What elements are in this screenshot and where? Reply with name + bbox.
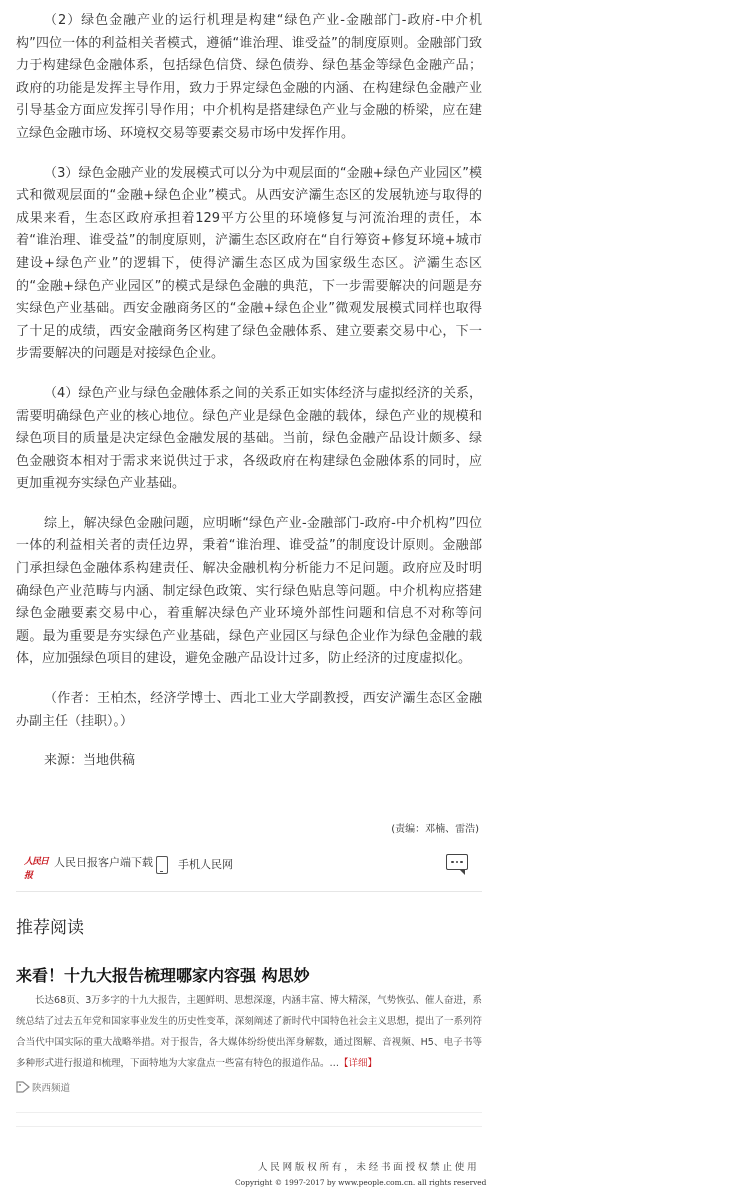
footer-rights: 人民网版权所有，未经书面授权禁止使用 xyxy=(258,1162,480,1173)
mobile-site-label: 手机人民网 xyxy=(178,858,233,871)
phone-icon xyxy=(156,856,168,874)
more-link[interactable]: 【详细】 xyxy=(339,1058,378,1069)
author-note: （作者：王柏杰，经济学博士、西北工业大学副教授，西安浐灞生态区金融办副主任（挂职）。） xyxy=(16,691,482,729)
article-paragraph: （2）绿色金融产业的运行机理是构建“绿色产业-金融部门-政府-中介机构”四位一体的利益相关者模式，遵循“谁治理、谁受益”的制度原则。金融部门致力于构建绿色金融体系，包括绿色信贷、绿色债券、绿色基金等绿色金融产品；政府的功能是发挥主导作用，致力于界定绿色金融的内涵、在构建绿色金融产业引导基金方面应发挥引导作用；中介机构是搭建绿色产业与金融的桥梁，应在建立绿色金融市场、环境权交易等要素交易市场中发挥作用。 xyxy=(16,13,482,141)
app-download-label: 人民日报客户端下载 xyxy=(54,856,153,869)
channel-tag[interactable] xyxy=(16,1080,70,1094)
article-body xyxy=(16,10,482,790)
app-download-link[interactable] xyxy=(24,854,153,881)
mobile-site-link[interactable] xyxy=(156,854,233,874)
people-daily-logo: 人民日报 xyxy=(24,857,49,881)
recommend-heading: 推荐阅读 xyxy=(16,918,84,938)
divider xyxy=(16,1126,482,1127)
channel-tag-label: 陕西频道 xyxy=(32,1083,71,1094)
article-paragraph: 综上，解决绿色金融问题，应明晰“绿色产业-金融部门-政府-中介机构”四位一体的利益相关者的责任边界，秉着“谁治理、谁受益”的制度设计原则。金融部门承担绿色金融体系构建责任、解决金融机构分析能力不足问题。政府应及时明确绿色产业范畴与内涵、制定绿色政策、实行绿色贴息等问题。中介机构应搭建绿色金融要素交易中心，着重解决绿色产业环境外部性问题和信息不对称等问题。最为重要是夯实绿色产业基础，绿色产业园区与绿色企业作为绿色金融的载体，应加强绿色项目的建设，避免金融产品设计过多，防止经济的过度虚拟化。 xyxy=(16,515,482,667)
recommend-summary xyxy=(16,990,482,1074)
share-bar xyxy=(16,848,482,892)
article-source: 来源：当地供稿 xyxy=(44,753,136,769)
article-paragraph: （3）绿色金融产业的发展模式可以分为中观层面的“金融+绿色产业园区”模式和微观层面的“金融+绿色企业”模式。从西安浐灞生态区的发展轨迹与取得的成果来看，生态区政府承担着129平方公里的环境修复与河流治理的责任，本着“谁治理、谁受益”的制度原则，浐灞生态区政府在“自行筹资+修复环境+城市建设+绿色产业”的逻辑下，使得浐灞生态区成为国家级生态区。浐灞生态区的“金融+绿色产业园区”的模式是绿色金融的典范，下一步需要解决的问题是夯实绿色产业基础。西安金融商务区的“金融+绿色企业”微观发展模式同样也取得了十足的成绩，西安金融商务区构建了绿色金融体系、建立要素交易中心，下一步需要解决的问题是对接绿色企业。 xyxy=(16,165,482,362)
tag-icon xyxy=(16,1081,30,1093)
divider xyxy=(16,1112,482,1113)
recommend-title-link[interactable]: 来看！十九大报告梳理哪家内容强 构思妙 xyxy=(16,966,310,985)
recommend-summary-text: 长达68页、3万多字的十九大报告，主题鲜明、思想深邃，内涵丰富、博大精深，气势恢弘、催人奋进，系统总结了过去五年党和国家事业发生的历史性变革，深刻阐述了新时代中国特色社会主义思想，提出了一系列符合当代中国实际的重大战略举措。对于报告，各大媒体纷纷使出浑身解数，通过图解、音视频、H5、电子书等多种形式进行报道和梳理，下面特地为大家盘点一些富有特色的报道作品。… xyxy=(16,995,482,1069)
editor-credit: (责编：邓楠、雷浩) xyxy=(391,824,479,835)
article-paragraph: （4）绿色产业与绿色金融体系之间的关系正如实体经济与虚拟经济的关系，需要明确绿色产业的核心地位。绿色产业是绿色金融的载体，绿色产业的规模和绿色项目的质量是决定绿色金融发展的基础。当前，绿色金融产品设计颇多、绿色金融资本相对于需求来说供过于求，各级政府在构建绿色金融体系的同时，应更加重视夯实绿色产业基础。 xyxy=(16,385,482,492)
comment-icon[interactable] xyxy=(446,854,468,870)
footer-copyright: Copyright © 1997-2017 by www.people.com.cn. all rights reserved xyxy=(235,1178,487,1187)
